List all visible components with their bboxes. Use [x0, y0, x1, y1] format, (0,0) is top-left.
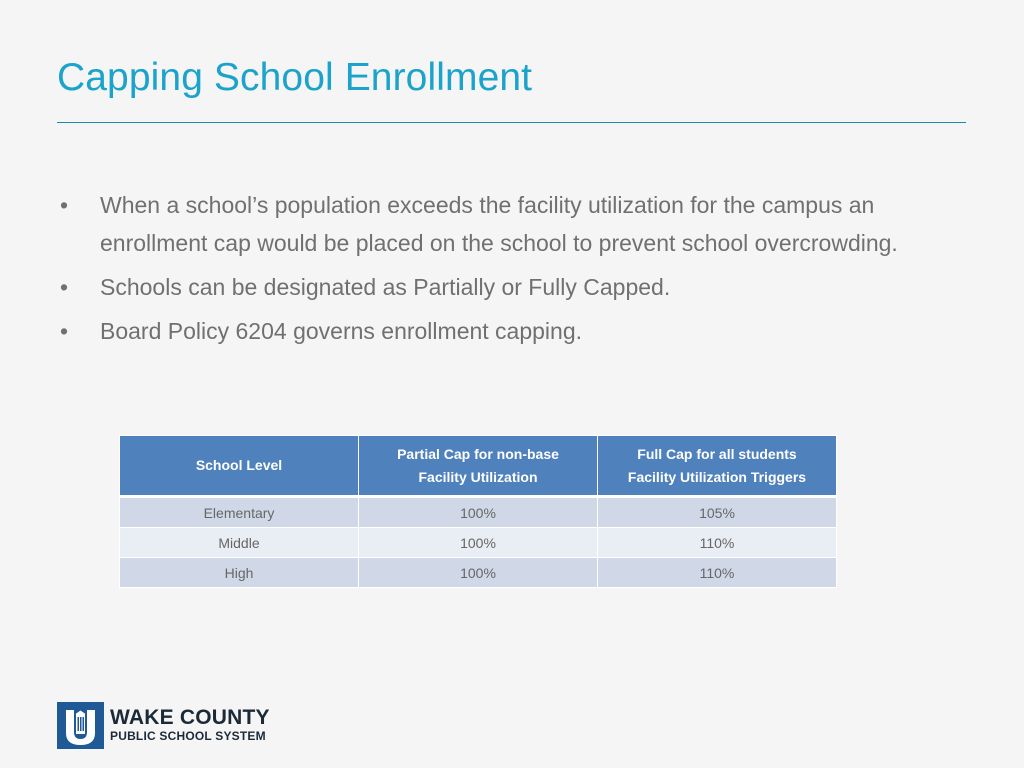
bullet-text: When a school’s population exceeds the facility utilization for the campus an enrollment cap would be placed on the school to prevent school overcrowding.: [100, 192, 898, 256]
header-line: School Level: [195, 457, 283, 473]
cell-partial-cap: 100%: [359, 528, 598, 558]
cell-partial-cap: 100%: [359, 558, 598, 588]
wcpss-logo-text: [110, 707, 270, 744]
bullet-marker: •: [60, 318, 69, 344]
cell-school-level: Middle: [120, 528, 359, 558]
table-row: [120, 558, 837, 588]
bullet-marker: •: [60, 192, 69, 218]
header-school-level: [120, 436, 359, 497]
header-full-cap: [598, 436, 837, 497]
logo-line-1: WAKE COUNTY: [110, 706, 270, 729]
cell-full-cap: 110%: [598, 558, 837, 588]
bullet-text: Board Policy 6204 governs enrollment capping.: [100, 318, 583, 344]
logo-line-2: PUBLIC SCHOOL SYSTEM: [110, 729, 266, 743]
wcpss-logo-icon: [57, 702, 104, 749]
header-line: Facility Utilization Triggers: [627, 468, 807, 485]
cell-full-cap: 105%: [598, 497, 837, 528]
wcpss-logo: [57, 702, 270, 749]
header-line: Full Cap for all students: [637, 445, 797, 462]
bullet-item: [56, 186, 956, 262]
bullet-item: [56, 268, 956, 306]
header-line: Facility Utilization: [418, 468, 538, 485]
bullet-text: Schools can be designated as Partially or Fully Capped.: [100, 274, 671, 300]
cell-partial-cap: 100%: [359, 497, 598, 528]
slide-title: Capping School Enrollment: [57, 56, 533, 99]
table-header-row: [120, 436, 837, 497]
header-line: Partial Cap for non-base: [397, 445, 559, 462]
bullet-marker: •: [60, 274, 69, 300]
header-partial-cap: [359, 436, 598, 497]
bullet-item: [56, 312, 956, 350]
cell-full-cap: 110%: [598, 528, 837, 558]
table-row: [120, 497, 837, 528]
title-divider: [57, 122, 966, 123]
enrollment-cap-table: [119, 435, 837, 588]
bullet-list: [56, 186, 956, 356]
table-row: [120, 528, 837, 558]
cell-school-level: Elementary: [120, 497, 359, 528]
cell-school-level: High: [120, 558, 359, 588]
